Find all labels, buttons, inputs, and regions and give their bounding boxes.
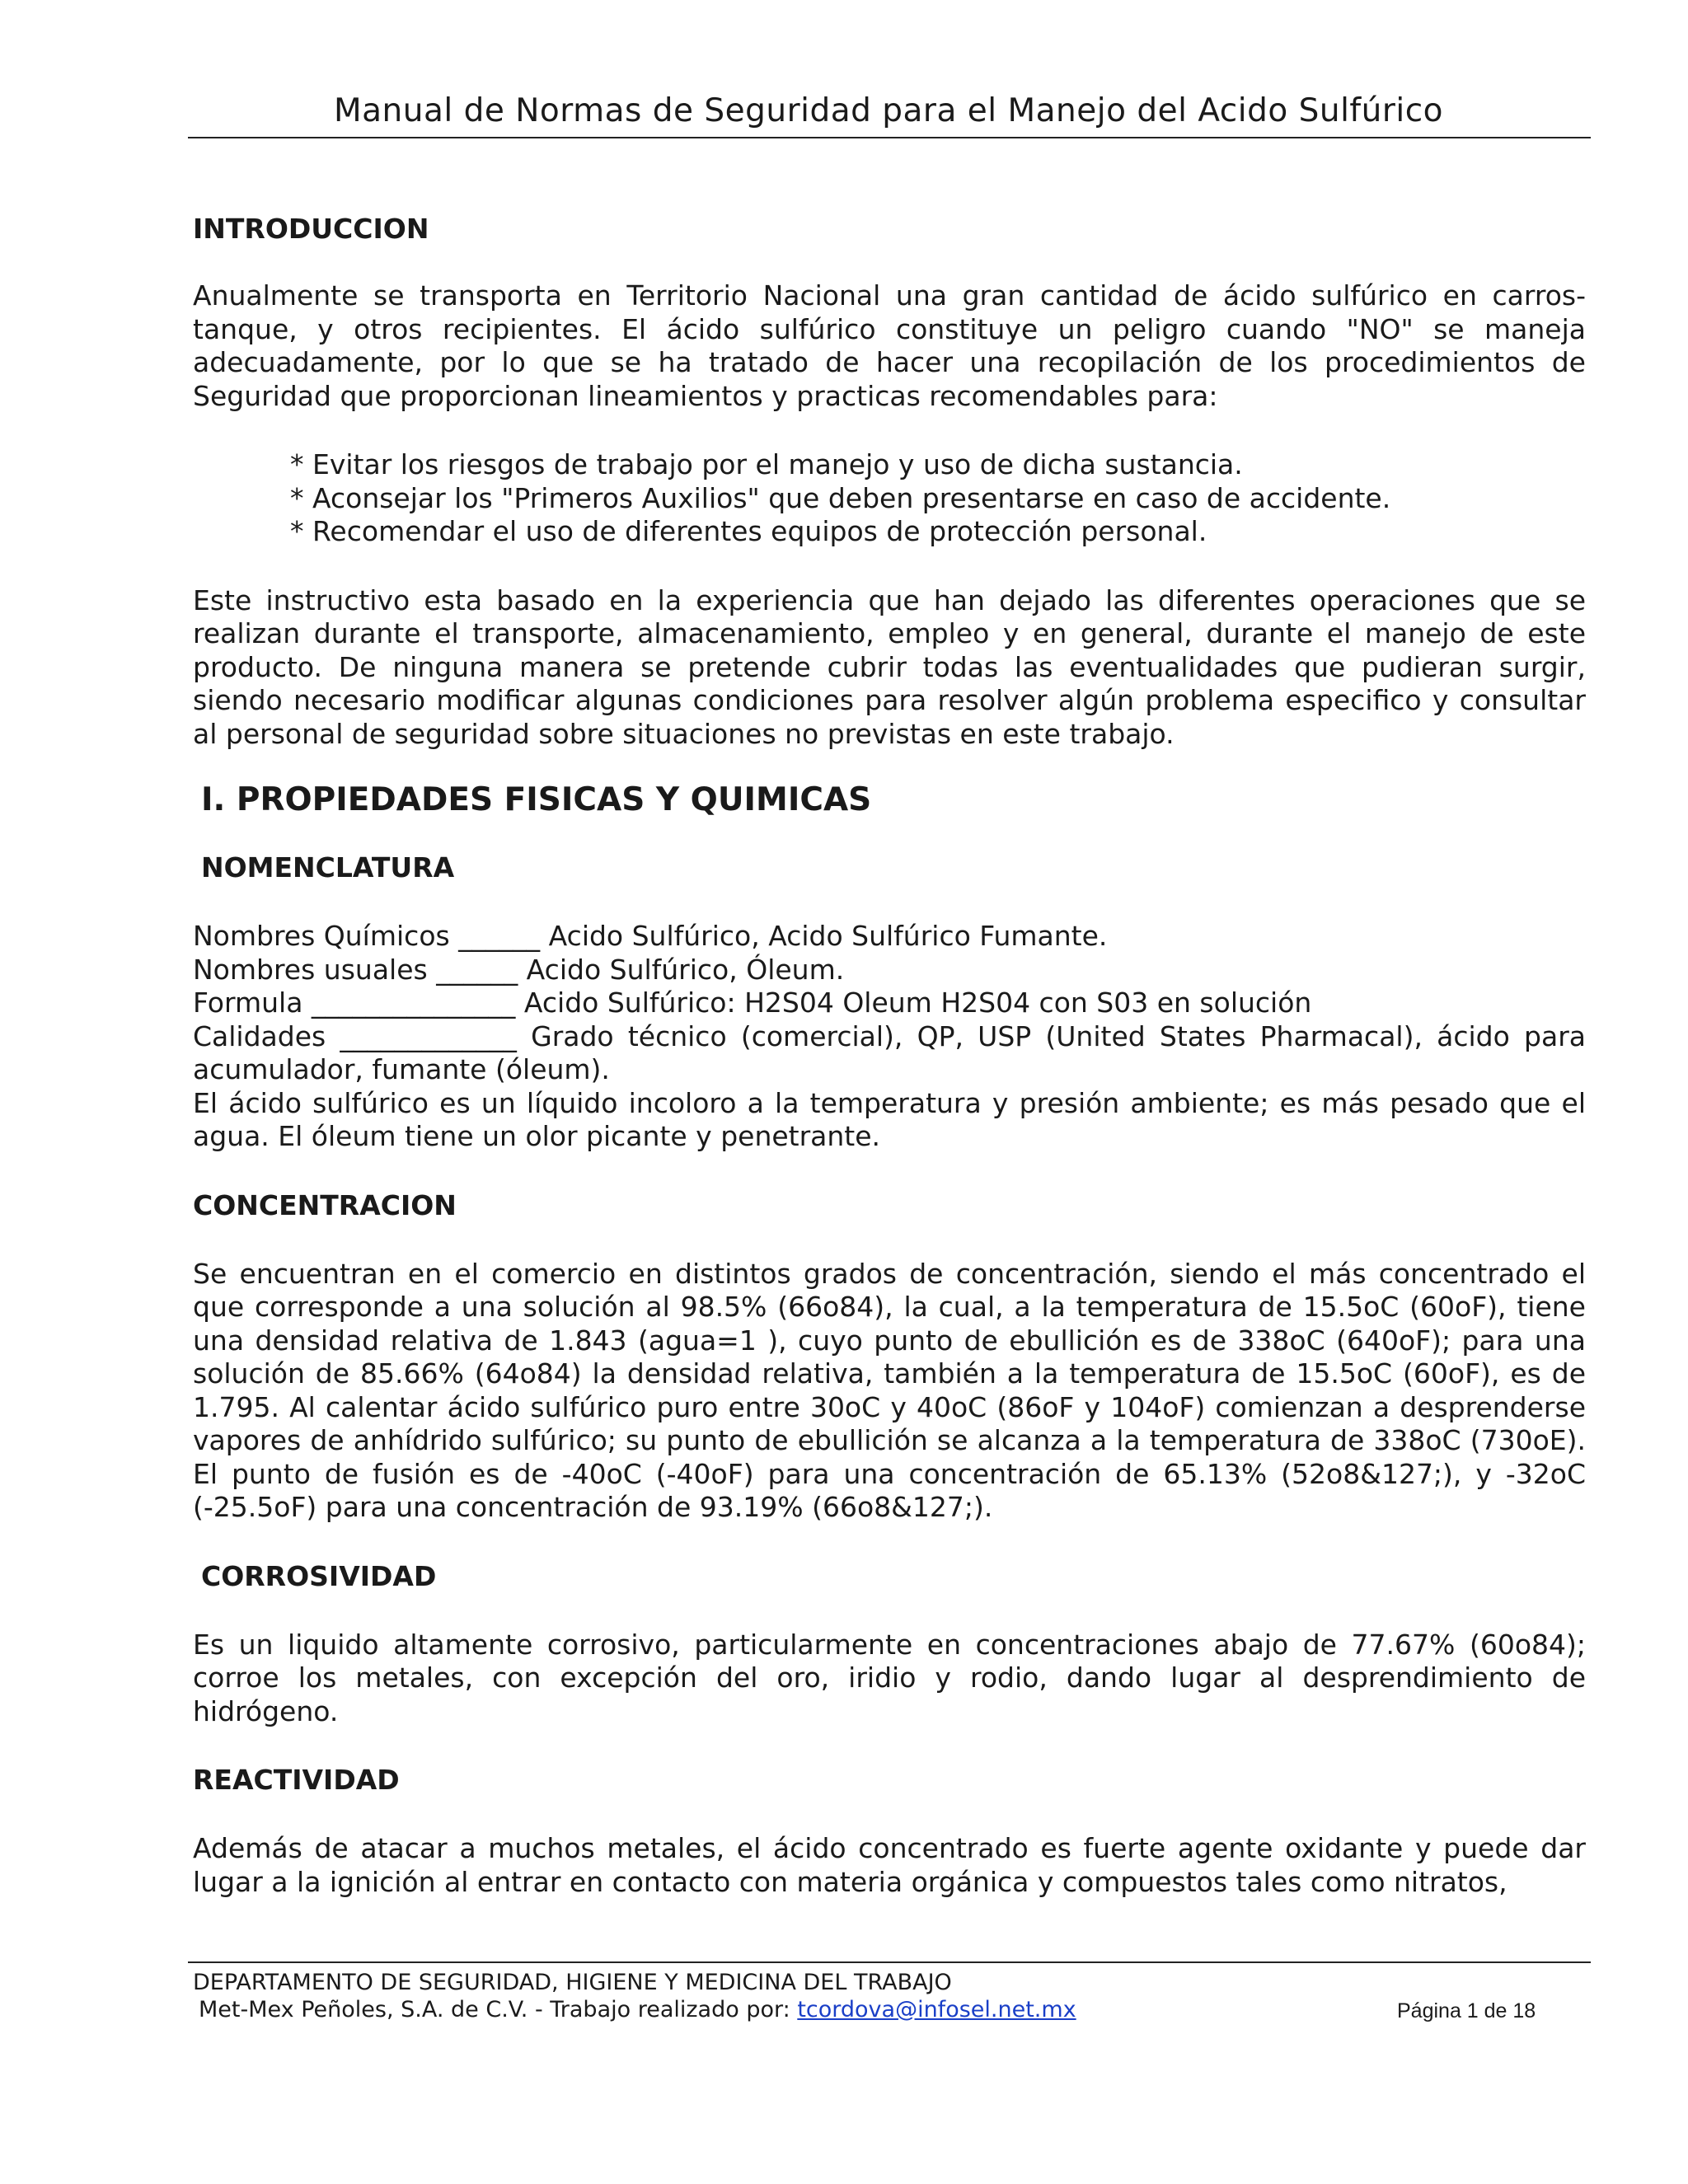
footer-department: DEPARTAMENTO DE SEGURIDAD, HIGIENE Y MEDICINA DEL TRABAJO (193, 1970, 952, 1995)
corrosividad-heading: CORROSIVIDAD (201, 1559, 437, 1592)
concentracion-heading: CONCENTRACION (193, 1188, 457, 1221)
reactividad-paragraph: Además de atacar a muchos metales, el ácido concentrado es fuerte agente oxidante y puede dar lugar a la ignición al entrar en contacto con materia orgánica y compuestos tales como nitratos, (193, 1832, 1586, 1898)
footer-company-line (199, 1996, 1076, 2024)
nomenclatura-list (193, 920, 1586, 1154)
nomenclatura-line: Formula _______________ Acido Sulfúrico: H2S04 Oleum H2S04 con S03 en solución (193, 987, 1312, 1019)
footer-company: Met-Mex Peñoles, S.A. de C.V. - Trabajo realizado por: (199, 1997, 798, 2022)
nomenclatura-description: El ácido sulfúrico es un líquido incoloro a la temperatura y presión ambiente; es más pesado que el agua. El óleum tiene un olor picante y penetrante. (193, 1086, 1586, 1152)
nomenclatura-line: Nombres Químicos ______ Acido Sulfúrico, Acido Sulfúrico Fumante. (193, 920, 1108, 952)
intro-bullet-item: * Evitar los riesgos de trabajo por el manejo y uso de dicha sustancia. (290, 448, 1243, 480)
header-divider (188, 137, 1591, 138)
intro-bullet-list (290, 448, 1586, 549)
footer-email-link[interactable]: tcordova@infosel.net.mx (797, 1997, 1076, 2022)
document-body (193, 213, 1586, 1899)
footer-divider (188, 1961, 1591, 1963)
concentracion-paragraph: Se encuentran en el comercio en distintos grados de concentración, siendo el más concentrado el que corresponde a una solución al 98.5% (66o84), la cual, a la temperatura de 15.5oC (60oF), tiene una densidad relativa de 1.843 (agua=1 ), cuyo punto de ebullición es de 338oC (640oF); para una solución de 85.66% (64o84) la densidad relativa, también a la temperatura de 15.5oC (60oF), es de 1.795. Al calentar ácido sulfúrico puro entre 30oC y 40oC (86oF y 104oF) comienzan a desprenderse vapores de anhídrido sulfúrico; su punto de ebullición se alcanza a la temperatura de 338oC (730oE). El punto de fusión es de -40oC (-40oF) para una concentración de 65.13% (52o8&127;), y -32oC (-25.5oF) para una concentración de 93.19% (66o8&127;). (193, 1257, 1586, 1523)
nomenclatura-calidades: Calidades _____________ Grado técnico (comercial), QP, USP (United States Pharmacal), ácido para acumulador, fumante (óleum). (193, 1019, 1586, 1085)
intro-bullet-item: * Aconsejar los "Primeros Auxilios" que deben presentarse en caso de accidente. (290, 481, 1391, 514)
corrosividad-paragraph: Es un liquido altamente corrosivo, particularmente en concentraciones abajo de 77.67% (60o84); corroe los metales, con excepción del oro, iridio y rodio, dando lugar al desprendimiento de hidrógeno. (193, 1628, 1586, 1727)
nomenclatura-line: Nombres usuales ______ Acido Sulfúrico, Óleum. (193, 953, 845, 986)
intro-paragraph-2: Este instructivo esta basado en la experiencia que han dejado las diferentes operaciones que se realizan durante el transporte, almacenamiento, empleo y en general, durante el manejo de este producto. De ninguna manera se pretende cubrir todas las eventualidades que pudieran surgir, siendo necesario modificar algunas condiciones para resolver algún problema especifico y consultar al personal de seguridad sobre situaciones no previstas en este trabajo. (193, 583, 1586, 750)
section-heading-properties: I. PROPIEDADES FISICAS Y QUIMICAS (201, 781, 872, 818)
intro-heading: INTRODUCCION (193, 213, 429, 245)
intro-paragraph: Anualmente se transporta en Territorio Nacional una gran cantidad de ácido sulfúrico en carros-tanque, y otros recipientes. El ácido sulfúrico constituye un peligro cuando "NO" se maneja adecuadamente, por lo que se ha tratado de hacer una recopilación de los procedimientos de Seguridad que proporcionan lineamientos y practicas recomendables para: (193, 279, 1586, 412)
nomenclatura-heading: NOMENCLATURA (201, 851, 455, 883)
reactividad-heading: REACTIVIDAD (193, 1764, 400, 1796)
document-header-title: Manual de Normas de Seguridad para el Manejo del Acido Sulfúrico (333, 92, 1444, 129)
intro-bullet-item: * Recomendar el uso de diferentes equipos de protección personal. (290, 515, 1207, 547)
page-number: Página 1 de 18 (1397, 1999, 1536, 2022)
